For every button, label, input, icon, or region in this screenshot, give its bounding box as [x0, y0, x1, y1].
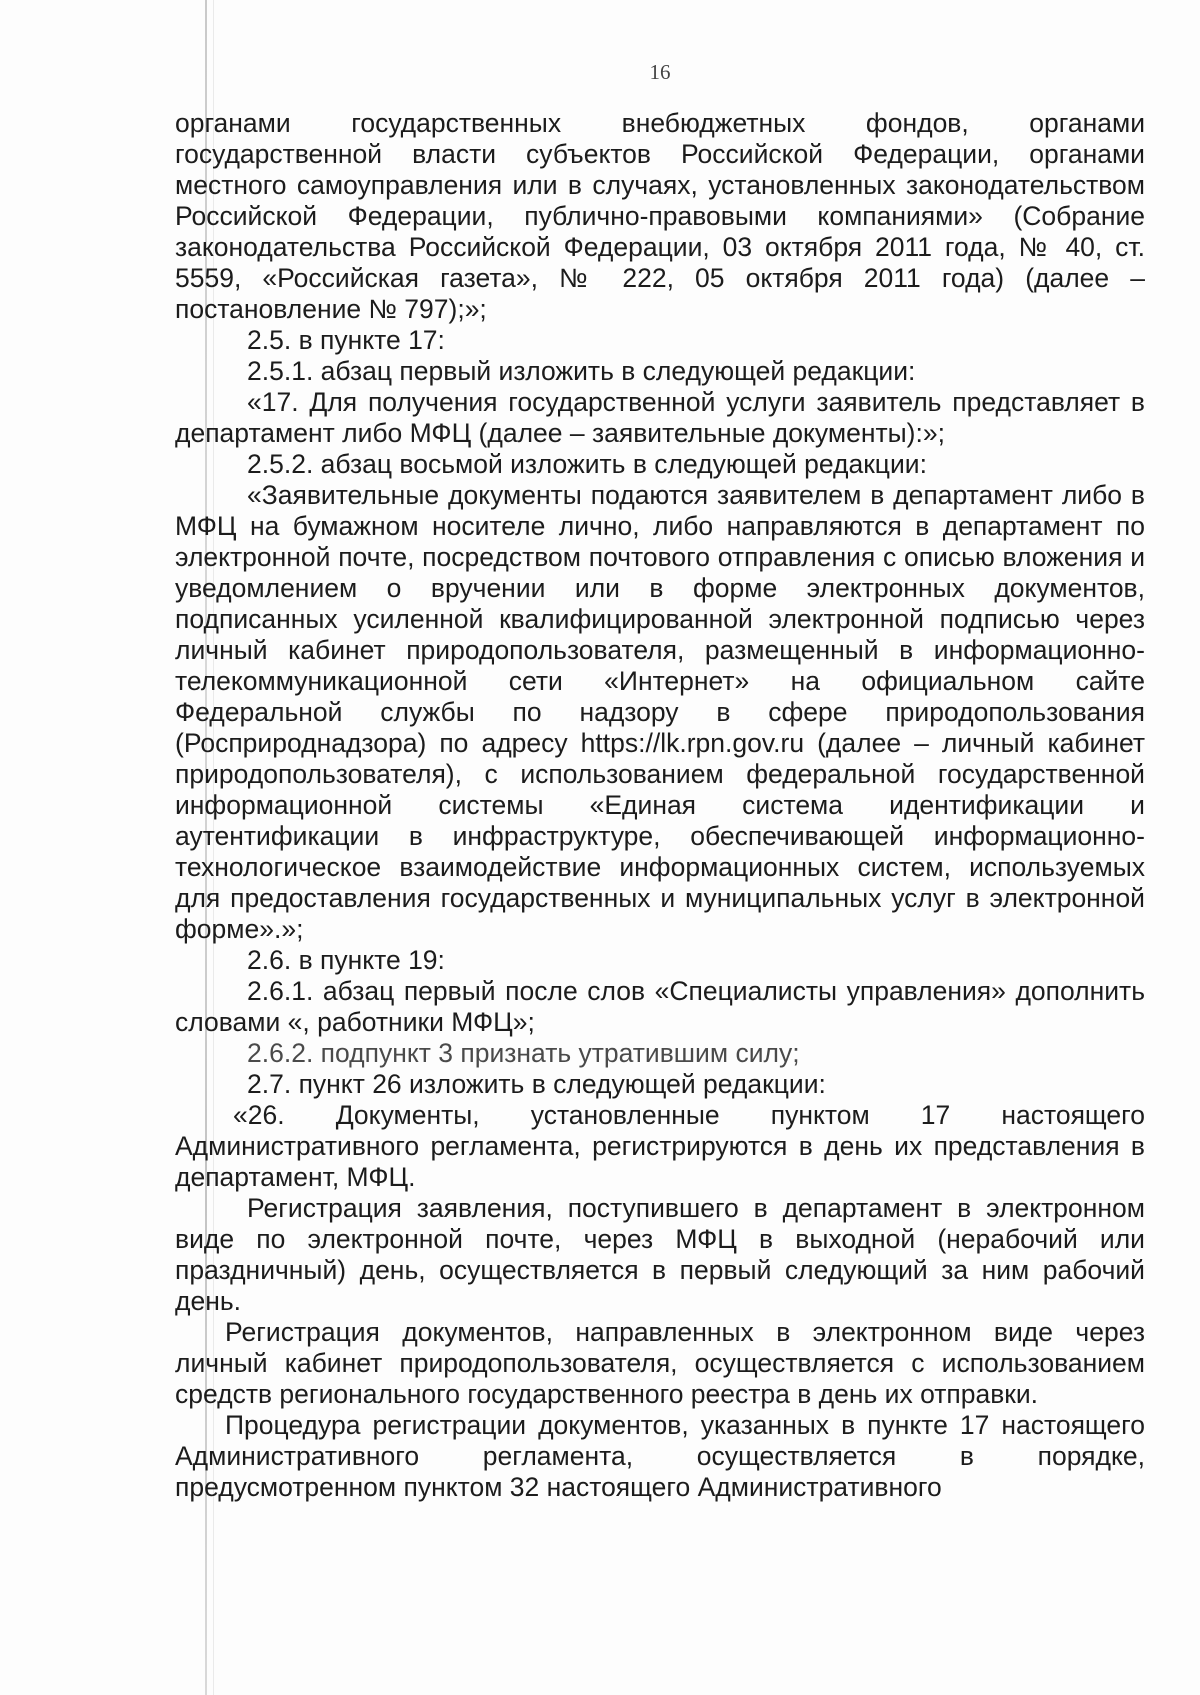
paragraph-item-2-5-2: 2.5.2. абзац восьмой изложить в следующей редакции:	[247, 449, 927, 479]
page-number: 16	[649, 60, 671, 84]
paragraph-item-2-5: 2.5. в пункте 17:	[247, 325, 445, 355]
paragraph-quote-applicant-documents: «Заявительные документы подаются заявителем в департамент либо в МФЦ на бумажном носителе лично, либо направляются в департамент по электронной почте, посредством почтового отправления с описью вложения и уведомлением о вручении или в форме электронных документов, подписанных усиленной квалифицированной электронной подписью через личный кабинет природопользователя, размещенный в информационно-телекоммуникационной сети «Интернет» на официальном сайте Федеральной службы по надзору в сфере природопользования (Росприроднадзора) по адресу https://lk.rpn.gov.ru (далее – личный кабинет природопользователя), с использованием федеральной государственной информационной системы «Единая система идентификации и аутентификации в инфраструктуре, обеспечивающей информационно-технологическое взаимодействие информационных систем, используемых для предоставления государственных и муниципальных услуг в электронной форме».»;	[175, 480, 1145, 944]
paragraph-quote-26: «26. Документы, установленные пунктом 17 настоящего Административного регламента, регистрируются в день их представления в департамент, МФЦ.	[175, 1100, 1145, 1192]
paragraph-registration-procedure: Процедура регистрации документов, указанных в пункте 17 настоящего Административного регламента, осуществляется в порядке, предусмотренном пунктом 32 настоящего Административного	[175, 1410, 1145, 1502]
paragraph-item-2-6: 2.6. в пункте 19:	[247, 945, 445, 975]
paragraph-item-2-6-1: 2.6.1. абзац первый после слов «Специалисты управления» дополнить словами «, работники МФЦ»;	[175, 976, 1145, 1037]
paragraph-registration-cabinet: Регистрация документов, направленных в электронном виде через личный кабинет природопользователя, осуществляется с использованием средств регионального государственного реестра в день их отправки.	[175, 1317, 1145, 1409]
paragraph-item-2-6-2: 2.6.2. подпункт 3 признать утратившим силу;	[247, 1038, 800, 1068]
paragraph-continuation: органами государственных внебюджетных фондов, органами государственной власти субъектов Российской Федерации, органами местного самоуправления или в случаях, установленных законодательством Российской Федерации, публично-правовыми компаниями» (Собрание законодательства Российской Федерации, 03 октября 2011 года, № 40, ст. 5559, «Российская газета», № 222, 05 октября 2011 года) (далее – постановление № 797);»;	[175, 108, 1145, 324]
paragraph-registration-electronic: Регистрация заявления, поступившего в департамент в электронном виде по электронной почте, через МФЦ в выходной (нерабочий или праздничный) день, осуществляется в первый следующий за ним рабочий день.	[175, 1193, 1145, 1316]
paragraph-quote-17: «17. Для получения государственной услуги заявитель представляет в департамент либо МФЦ (далее – заявительные документы):»;	[175, 387, 1145, 448]
document-body	[175, 108, 1145, 1503]
paragraph-item-2-5-1: 2.5.1. абзац первый изложить в следующей редакции:	[247, 356, 916, 386]
paragraph-item-2-7: 2.7. пункт 26 изложить в следующей редакции:	[247, 1069, 826, 1099]
